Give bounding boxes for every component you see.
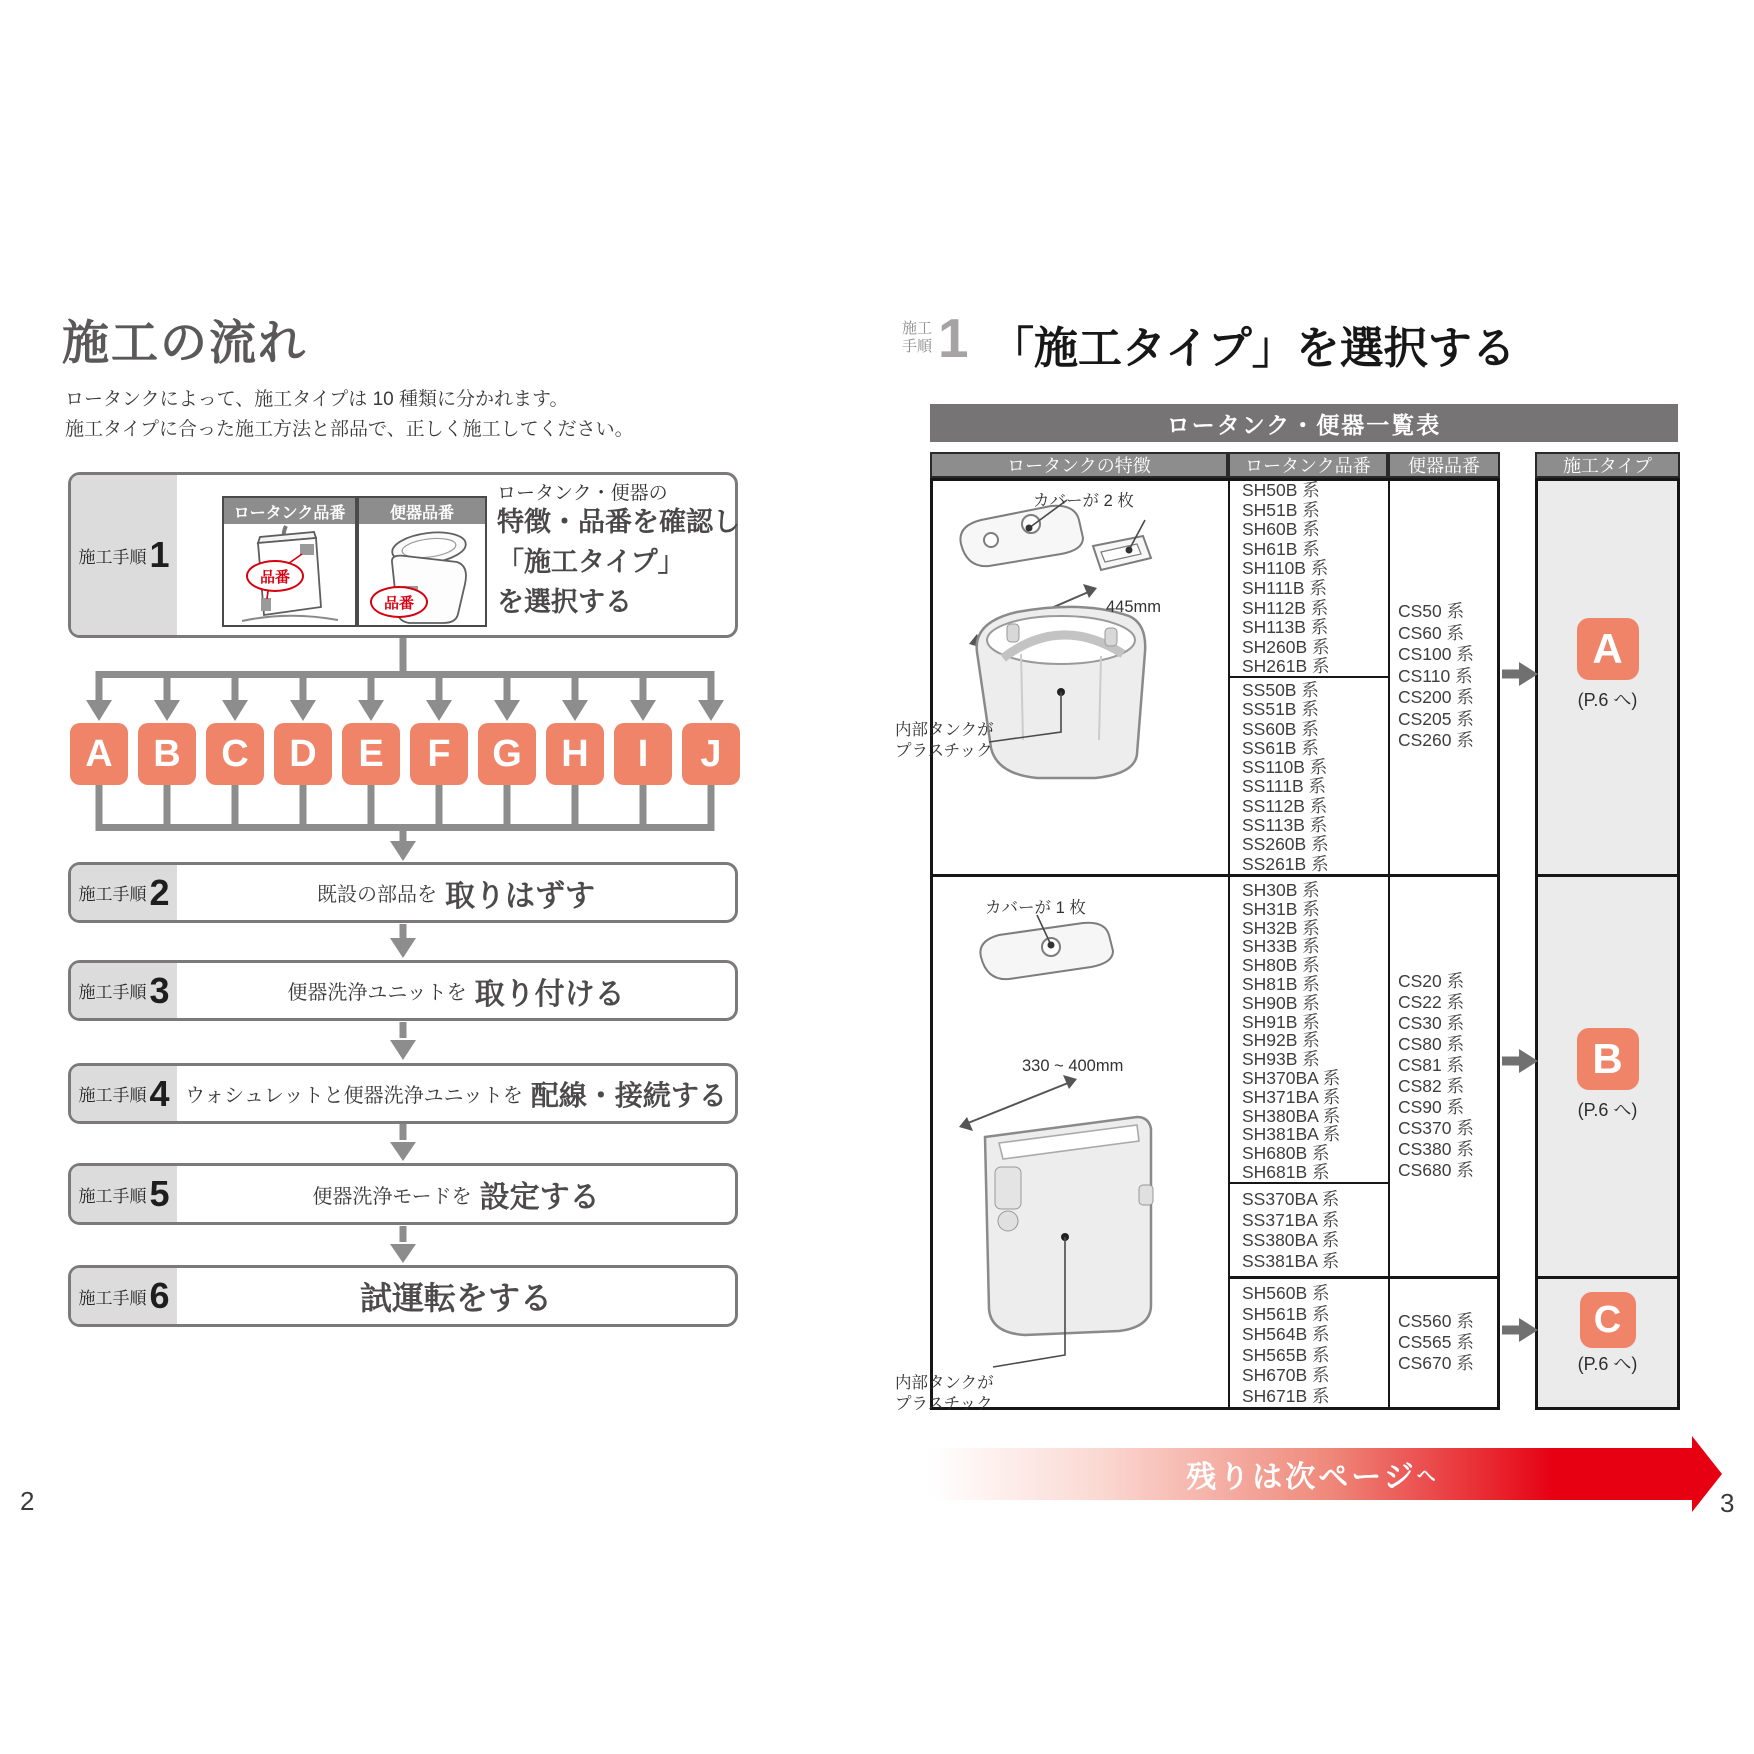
- tank-code: SH92B 系: [1242, 1030, 1320, 1051]
- installation-type-badges: [70, 723, 740, 785]
- inner-tank-label: 内部タンクが プラスチック: [895, 721, 994, 760]
- tank-code: SS112B 系: [1242, 795, 1328, 816]
- toilet-code: CS260 系: [1398, 730, 1474, 750]
- step-prefix: 施工手順: [78, 1288, 147, 1308]
- step1-bold-line: を選択する: [497, 587, 632, 617]
- tank-code-list: [1242, 481, 1330, 677]
- part-number-stamp: 品番: [246, 560, 304, 592]
- tank-code: SH111B 系: [1242, 577, 1327, 598]
- step-prefix: 施工手順: [78, 1086, 147, 1105]
- tank-code: SH561B 系: [1242, 1303, 1330, 1324]
- step3-box: [68, 960, 738, 1021]
- toilet-code: CS565 系: [1398, 1332, 1474, 1352]
- tank-code: SH81B 系: [1242, 973, 1320, 994]
- step3-label: [71, 963, 177, 1018]
- tank-code: SH380BA 系: [1242, 1105, 1341, 1126]
- tank-code: SH31B 系: [1242, 898, 1320, 919]
- type-c-goto: (P.6 へ): [1577, 1354, 1638, 1374]
- step1-bold-line: 「施工タイプ」: [497, 547, 685, 577]
- type-badge: A: [70, 723, 128, 785]
- tank-code: SH370BA 系: [1242, 1067, 1341, 1088]
- step4-box: [68, 1063, 738, 1124]
- step-number: 6: [149, 1275, 170, 1316]
- toilet-code: CS82 系: [1398, 1076, 1465, 1096]
- step1-bold-text: [497, 502, 740, 622]
- dimension-label: 445mm: [1106, 598, 1162, 616]
- type-b-badge: B: [1577, 1028, 1639, 1090]
- step-prefix: 施工手順: [78, 983, 147, 1002]
- toilet-number-panel-header: 便器品番: [359, 498, 485, 524]
- step-heading-title: 「施工タイプ」を選択する: [990, 324, 1516, 373]
- table-title-banner: ロータンク・便器一覧表: [930, 404, 1678, 442]
- tank-code-list: [1242, 681, 1329, 874]
- tank-code: SS113B 系: [1242, 815, 1328, 836]
- type-a-badge: A: [1577, 618, 1639, 680]
- type-badge: E: [342, 723, 400, 785]
- tank-code: SH61B 系: [1242, 538, 1320, 559]
- tank-code: SH90B 系: [1242, 992, 1320, 1013]
- toilet-code: CS100 系: [1398, 644, 1474, 664]
- type-badge: I: [614, 723, 672, 785]
- step2-box: [68, 862, 738, 923]
- type-b-goto: (P.6 へ): [1577, 1100, 1638, 1120]
- tank-code-list: [1242, 1283, 1330, 1406]
- step-heading-prefix: 施工 手順: [902, 320, 933, 355]
- toilet-code: CS560 系: [1398, 1311, 1474, 1331]
- page-number-left: 2: [20, 1486, 35, 1516]
- step-prefix: 施工手順: [78, 1186, 147, 1206]
- step-bold-text: 試運転をする: [359, 1280, 552, 1316]
- type-badge: J: [682, 723, 740, 785]
- step-plain-text: 便器洗浄モードを: [312, 1185, 472, 1208]
- step-plain-text: 便器洗浄ユニットを: [287, 982, 467, 1004]
- tank-code: SH80B 系: [1242, 955, 1320, 976]
- step-heading-number: 1: [938, 307, 969, 369]
- tank-code: SH110B 系: [1242, 558, 1329, 579]
- toilet-code: CS370 系: [1398, 1118, 1474, 1138]
- type-a-goto: (P.6 へ): [1577, 690, 1638, 710]
- column-header-type: 施工タイプ: [1535, 452, 1680, 478]
- cover-count-label: カバーが 2 枚: [1033, 492, 1134, 510]
- type-cell-a: [1535, 618, 1680, 712]
- step-number: 3: [149, 969, 170, 1011]
- toilet-code: CS380 系: [1398, 1139, 1474, 1159]
- toilet-code: CS80 系: [1398, 1034, 1465, 1054]
- tank-code: SH681B 系: [1242, 1161, 1330, 1182]
- step2-label: [71, 865, 177, 920]
- page-number-right: 3: [1720, 1488, 1735, 1518]
- step-bold-text: 配線・接続する: [530, 1079, 727, 1111]
- page-title: 施工の流れ: [62, 316, 307, 369]
- step6-label: [71, 1268, 177, 1324]
- step-number: 2: [149, 871, 170, 913]
- tank-code: SH33B 系: [1242, 936, 1320, 957]
- intro-line: 施工タイプに合った施工方法と部品で、正しく施工してください。: [65, 419, 634, 440]
- tank-code: SH671B 系: [1242, 1385, 1330, 1406]
- tank-code-list: [1242, 1189, 1339, 1271]
- step-plain-text: 既設の部品を: [317, 884, 437, 906]
- tank-number-panel-header: ロータンク品番: [224, 498, 355, 524]
- step5-label: [71, 1166, 177, 1222]
- toilet-code: CS205 系: [1398, 708, 1474, 729]
- tank-code: SH91B 系: [1242, 1011, 1320, 1032]
- tank-code: SS261B 系: [1242, 853, 1329, 874]
- step-number: 5: [149, 1173, 170, 1214]
- tank-code: SS380BA 系: [1242, 1230, 1340, 1250]
- step-plain-text: ウォシュレットと便器洗浄ユニットを: [185, 1085, 523, 1107]
- tank-code: SS260B 系: [1242, 834, 1329, 855]
- step-prefix: 施工手順: [78, 547, 147, 567]
- step1-lead-text: ロータンク・便器の: [497, 483, 668, 504]
- step-bold-text: 設定する: [479, 1181, 600, 1214]
- type-cell-b: [1535, 1028, 1680, 1122]
- tank-code: SH565B 系: [1242, 1344, 1330, 1365]
- type-badge: B: [138, 723, 196, 785]
- column-header-feature: ロータンクの特徴: [930, 452, 1228, 478]
- type-c-badge: C: [1580, 1292, 1636, 1348]
- type-badge: G: [478, 723, 536, 785]
- toilet-code: CS22 系: [1398, 992, 1465, 1012]
- step-number: 1: [149, 534, 170, 575]
- step-bold-text: 取り付ける: [474, 977, 625, 1011]
- tank-code: SS50B 系: [1242, 680, 1319, 700]
- tank-code: SS60B 系: [1242, 718, 1319, 739]
- tank-code: SH560B 系: [1242, 1283, 1330, 1303]
- step-prefix: 施工手順: [78, 885, 147, 904]
- tank-code: SH680B 系: [1242, 1143, 1330, 1164]
- cover-count-label: カバーが 1 枚: [985, 899, 1086, 917]
- next-page-banner-text: 残りは次ページ: [1186, 1461, 1417, 1494]
- toilet-code-list: [1398, 971, 1474, 1181]
- tank-code: SS110B 系: [1242, 757, 1328, 778]
- next-page-banner-suffix: へ: [1416, 1465, 1436, 1487]
- part-number-stamp: 品番: [370, 586, 428, 618]
- toilet-code: CS50 系: [1398, 601, 1465, 621]
- tank-code: SH670B 系: [1242, 1365, 1330, 1385]
- toilet-code: CS200 系: [1398, 687, 1474, 707]
- tank-code: SS381BA 系: [1242, 1250, 1340, 1271]
- tank-code: SS370BA 系: [1242, 1189, 1340, 1209]
- tank-code: SH32B 系: [1242, 917, 1320, 938]
- tank-code: SH564B 系: [1242, 1324, 1330, 1344]
- tank-code: SS61B 系: [1242, 737, 1319, 758]
- tank-code: SH60B 系: [1242, 519, 1320, 540]
- toilet-code: CS60 系: [1398, 622, 1465, 643]
- tank-code: SH112B 系: [1242, 597, 1329, 618]
- tank-code: SS111B 系: [1242, 776, 1326, 797]
- step4-label: [71, 1066, 177, 1121]
- type-badge: D: [274, 723, 332, 785]
- toilet-code: CS20 系: [1398, 971, 1465, 991]
- tank-code: SH261B 系: [1242, 656, 1330, 677]
- toilet-code-list: [1398, 601, 1474, 752]
- type-badge: C: [206, 723, 264, 785]
- toilet-code: CS670 系: [1398, 1353, 1474, 1373]
- step5-box: [68, 1163, 738, 1225]
- intro-line: ロータンクによって、施工タイプは 10 種類に分かれます。: [65, 389, 569, 410]
- tank-code: SH51B 系: [1242, 499, 1320, 520]
- tank-illustration-one-cover: [933, 885, 1225, 1405]
- dimension-label: 330 ~ 400mm: [1022, 1057, 1124, 1075]
- column-header-tank: ロータンク品番: [1228, 452, 1388, 478]
- type-badge: H: [546, 723, 604, 785]
- tank-code: SS51B 系: [1242, 699, 1319, 720]
- tank-code: SS371BA 系: [1242, 1209, 1340, 1230]
- tank-code: SH381BA 系: [1242, 1124, 1341, 1145]
- toilet-code-list: [1398, 1311, 1474, 1374]
- tank-code: SH50B 系: [1242, 480, 1320, 500]
- tank-code: SH371BA 系: [1242, 1086, 1341, 1107]
- step-number: 4: [149, 1072, 170, 1114]
- type-cell-c: [1535, 1292, 1680, 1376]
- step1-bold-line: 特徴・品番を確認し: [497, 507, 740, 537]
- toilet-code: CS90 系: [1398, 1097, 1465, 1117]
- toilet-code: CS81 系: [1398, 1055, 1465, 1075]
- type-badge: F: [410, 723, 468, 785]
- tank-code: SH93B 系: [1242, 1049, 1320, 1070]
- toilet-code: CS680 系: [1398, 1160, 1474, 1180]
- column-header-toilet: 便器品番: [1388, 452, 1500, 478]
- tank-code: SH260B 系: [1242, 636, 1330, 657]
- toilet-code: CS30 系: [1398, 1013, 1465, 1033]
- step-bold-text: 取りはずす: [445, 879, 595, 913]
- toilet-code: CS110 系: [1398, 665, 1473, 686]
- tank-code-list: [1242, 881, 1340, 1182]
- tank-code: SH30B 系: [1242, 880, 1320, 900]
- step1-label: [71, 475, 177, 635]
- tank-code: SH113B 系: [1242, 617, 1329, 638]
- step6-box: [68, 1265, 738, 1327]
- inner-tank-label: 内部タンクが プラスチック: [895, 1374, 994, 1413]
